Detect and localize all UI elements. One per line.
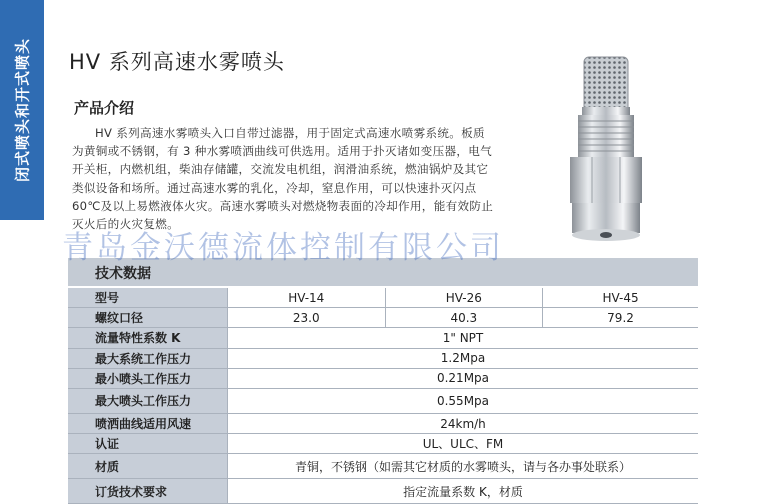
watermark: 青岛金沃德流体控制有限公司 xyxy=(62,230,504,266)
table-row xyxy=(68,308,698,328)
side-category-tab xyxy=(0,0,44,220)
table-row xyxy=(68,454,698,479)
intro-line: 灭火后的火灾复燃。 xyxy=(72,217,180,232)
model-cell: HV-45 xyxy=(543,288,698,308)
thread-cell: 23.0 xyxy=(228,308,386,328)
intro-line: 开关柜，内燃机组，柴油存储罐，交流发电机组，润滑油系统，燃油锅炉及其它 xyxy=(72,162,489,177)
page-title: HV 系列高速水雾喷头 xyxy=(69,50,285,74)
row-label: 最小喷头工作压力 xyxy=(68,368,228,388)
row-value: 0.55Mpa xyxy=(228,388,699,413)
table-row xyxy=(68,479,698,504)
row-label: 流量特性系数 K xyxy=(68,328,228,348)
table-row xyxy=(68,413,698,433)
row-value: UL、ULC、FM xyxy=(228,434,699,454)
row-label: 材质 xyxy=(68,454,228,479)
row-label: 最大系统工作压力 xyxy=(68,348,228,368)
row-label: 订货技术要求 xyxy=(68,479,228,504)
intro-line: HV 系列高速水雾喷头入口自带过滤器，用于固定式高速水喷雾系统。板质 xyxy=(95,126,485,140)
table-row xyxy=(68,348,698,368)
row-label: 认证 xyxy=(68,434,228,454)
row-value: 24km/h xyxy=(228,413,699,433)
table-row xyxy=(68,388,698,413)
spec-heading: 技术数据 xyxy=(95,266,151,282)
row-value: 0.21Mpa xyxy=(228,368,699,388)
model-cell: HV-14 xyxy=(228,288,386,308)
thread-cell: 79.2 xyxy=(543,308,698,328)
intro-paragraph xyxy=(72,124,502,233)
table-row xyxy=(68,328,698,348)
row-value: 1.2Mpa xyxy=(228,348,699,368)
row-value: 1" NPT xyxy=(228,328,699,348)
row-label: 喷洒曲线适用风速 xyxy=(68,413,228,433)
nozzle-product-image xyxy=(552,55,660,245)
intro-line: 60℃及以上易燃液体火灾。高速水雾喷头对燃烧物表面的冷却作用，能有效防止 xyxy=(72,198,494,213)
intro-heading: 产品介绍 xyxy=(74,99,135,117)
row-label: 型号 xyxy=(68,288,228,308)
side-tab-label: 闭式喷头和开式喷头 xyxy=(13,37,32,183)
spec-table xyxy=(68,288,698,504)
table-row xyxy=(68,434,698,454)
table-row xyxy=(68,368,698,388)
row-value: 青铜，不锈钢（如需其它材质的水雾喷头，请与各办事处联系） xyxy=(228,454,699,479)
model-cell: HV-26 xyxy=(385,288,543,308)
row-value: 指定流量系数 K，材质 xyxy=(228,479,699,504)
row-label: 最大喷头工作压力 xyxy=(68,388,228,413)
table-row xyxy=(68,288,698,308)
intro-line: 为黄铜或不锈钢，有 3 种水雾喷洒曲线可供选用。适用于扑灭诸如变压器，电气 xyxy=(72,144,493,159)
row-label: 螺纹口径 xyxy=(68,308,228,328)
thread-cell: 40.3 xyxy=(385,308,543,328)
intro-line: 类似设备和场所。通过高速水雾的乳化，冷却，窒息作用，可以快速扑灭闪点 xyxy=(72,180,477,195)
